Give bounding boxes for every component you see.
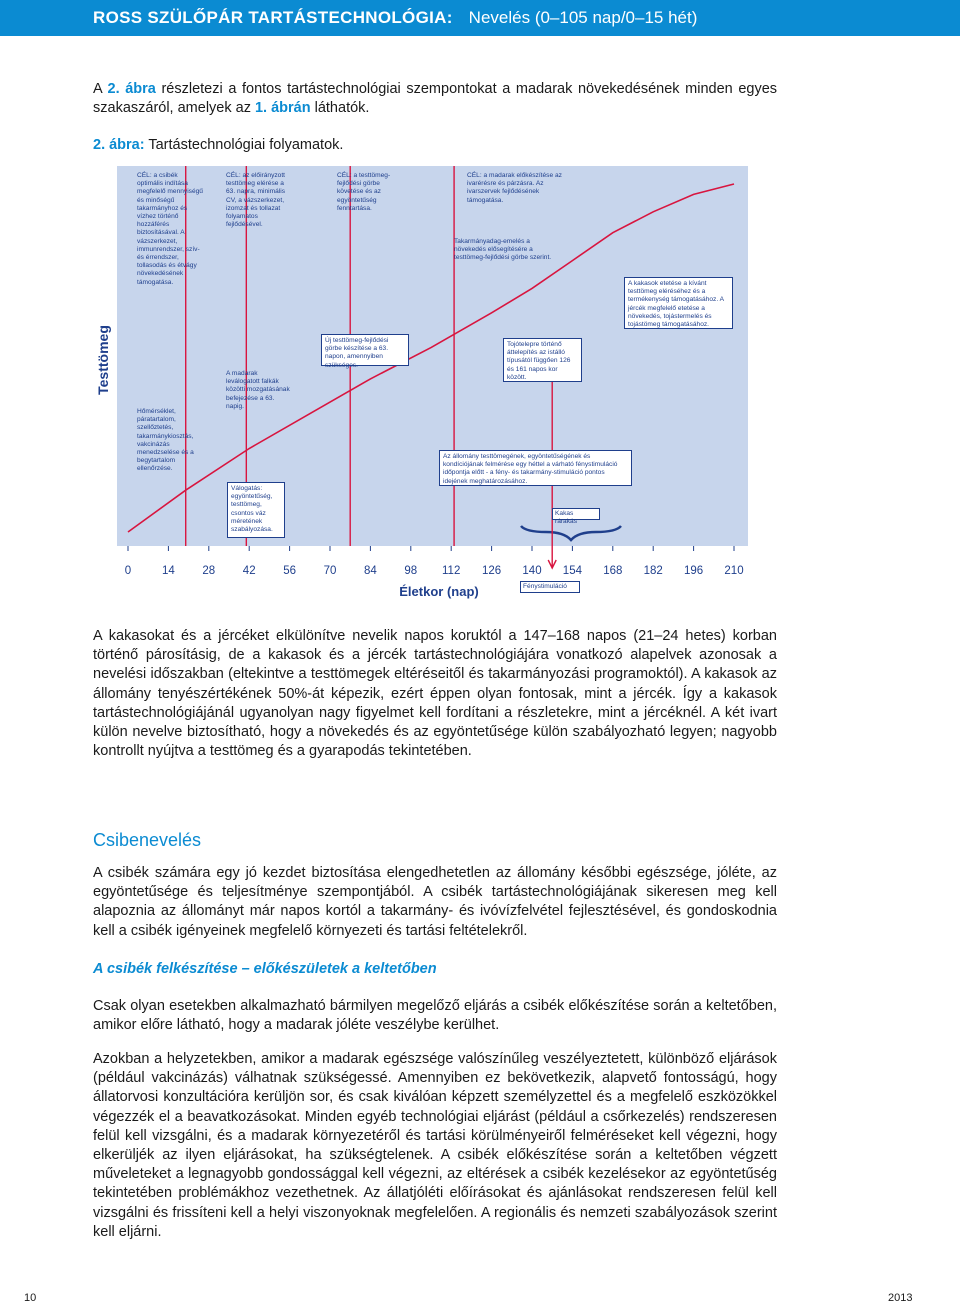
footer-year: 2013 — [888, 1292, 913, 1304]
annotation-light-stimulation: Fénystimuláció — [520, 581, 580, 593]
x-tick-label-13: 182 — [643, 565, 663, 577]
annotation-grading: Válogatás: egyöntetűség, testtömeg, csontos váz méretének szabályozása. — [227, 482, 285, 538]
intro-text-2: részletezi a fontos tartástechnológiai szempontokat a madarak növekedésének minden egyes szakaszáról, amelyek az — [93, 81, 778, 116]
x-tick-label-8: 112 — [442, 565, 461, 577]
header-subtitle: Nevelés (0–105 nap/0–15 hét) — [468, 8, 698, 27]
page-number: 10 — [24, 1292, 37, 1304]
annotation-goal-chicks: CÉL: a csibék optimális indítása megfelelő mennyiségű és minőségű takarmányhoz és vízhez történő hozzáférés biztosításával. A vázszerkezet, immunrendszer, szív- és érrendszer, tollasodás és étvágy növekedésének támogatása. — [137, 172, 203, 286]
annotation-goal-63-days: CÉL: az előirányzott testtömeg elérése a 63. napra, minimális CV, a vázszerkezet, izomzat és tollazat folyamatos fejlődésével. — [226, 172, 286, 229]
intro-text-3: láthatók. — [310, 100, 370, 116]
x-tick-label-11: 154 — [562, 565, 582, 577]
x-axis-ticks — [125, 546, 744, 577]
annotation-male-feeding: A kakasok etetése a kívánt testtömeg eléréséhez és a termékenység támogatásához. A jércék megfelelő etetése a növekedés, tojástermelés és tojástömeg támogatásához. — [624, 277, 733, 329]
x-tick-label-5: 70 — [323, 565, 337, 577]
intro-text-1: A — [93, 81, 108, 97]
figure-ref: 2. ábra — [107, 81, 156, 97]
header-title: ROSS SZÜLŐPÁR TARTÁSTECHNOLÓGIA: — [93, 8, 453, 27]
annotation-goal-curve: CÉL: a testtömeg-fejlődési görbe követése és az egyöntetűség fenntartása. — [337, 172, 391, 212]
y-axis-label: Testtömeg — [95, 325, 111, 395]
figure-caption-label: 2. ábra: — [93, 137, 145, 153]
section-heading: Csibenevelés — [93, 830, 202, 850]
x-tick-label-7: 98 — [404, 565, 418, 577]
annotation-goal-maturity: CÉL: a madarak előkészítése az ivarérésre és párzásra. Az ivarszervek fejlődésének támogatása. — [467, 172, 562, 204]
figure-caption — [93, 137, 343, 153]
subsection-heading: A csibék felkészítése – előkészületek a keltetőben — [93, 961, 437, 977]
figure-caption-text: Tartástechnológiai folyamatok. — [144, 137, 344, 153]
chart-plot-area — [117, 166, 748, 546]
x-tick-label-4: 56 — [283, 565, 296, 577]
annotation-moving: A madarak leválogatott falkák közötti mozgatásának befejezése a 63. napig. — [226, 370, 290, 410]
x-tick-label-0: 0 — [124, 565, 132, 577]
x-tick-label-9: 126 — [482, 565, 502, 577]
body-paragraph-4: Azokban a helyzetekben, amikor a madarak egészsége valószínűleg veszélyeztetett, különböző eljárások (például vakcinázás) válhatnak szükségessé. Amennyiben ez bekövetkezik, alapvető fontosságú, hogy állatorvosi konzultációra kerüljön sor, és csak kiválóan képzett személyzettel és a megfelelő eszközökkel végezzék el a beavatkozásokat. Minden egyéb technológiai eljárást (például a csőrkezelés) rendszeresen felül kell vizsgálni, és a madarak környezetéről és tartási körülményeiről felméréseket kell végezni, hogy elkerüljék az ilyen eljárásokat, ha szükségtelenek. A csibék előkészítése során a keltetőben végzett műveleteket a legnagyobb gondossággal kell végezni, az eltérések a csibék kezelésekor az egyöntetűség tekintetében problémákhoz vezethetnek. Az állatjóléti előírásokat és ajánlásokat rendszeresen felül kell vizsgálni és frissíteni kell a helyi viszonyoknak megfelelően. A regionális és nemzeti szabályozások szerint kell eljárni. — [93, 1051, 777, 1240]
figure-ref-2: 1. ábrán — [254, 100, 311, 116]
x-tick-label-12: 168 — [603, 565, 623, 577]
annotation-male-placement: Kakas rárakás — [552, 508, 600, 520]
process-chart — [84, 160, 764, 605]
annotation-transfer: Tojótelepre történő áttelepítés az istálló típusától függően 126 és 161 napos kor között. — [503, 338, 582, 382]
annotation-environment: Hőmérséklet, páratartalom, szellőztetés, takarmánykiosztás, vakcinázás menedzselése és a begytartalom ellenőrzése. — [137, 408, 194, 473]
body-paragraph-2: A csibék számára egy jó kezdet biztosítása elengedhetetlen az állomány későbbi egészsége, jóléte, az egyöntetűsége és teljesítménye szempontjából. A csibék tartástechnológiájának sikeresen meg kell alapoznia az állományt már napos kortól a takarmány- és ivóvízfelvétel fejlesztésével, és gondoskodnia kell a csibék igényeinek megfelelő környezeti és tartási feltételekről. — [93, 865, 777, 939]
body-paragraph-3: Csak olyan esetekben alkalmazható bármilyen megelőző eljárás a csibék előkészítése során a keltetőben, amikor előre látható, hogy a madarak jóléte veszélybe kerülhet. — [93, 998, 777, 1034]
x-tick-label-3: 42 — [242, 565, 256, 577]
annotation-feed-increase: Takarmányadag-emelés a növekedés elősegítésére a testtömeg-fejlődési görbe szerint. — [454, 238, 552, 262]
intro-paragraph — [93, 80, 777, 118]
annotation-new-curve: Új testtömeg-fejlődési görbe készítése a 63. napon, amennyiben szükséges. — [321, 334, 409, 366]
x-tick-label-10: 140 — [522, 565, 542, 577]
x-axis-label: Életkor (nap) — [399, 584, 479, 599]
x-tick-label-14: 196 — [684, 565, 704, 577]
header-bar — [0, 0, 960, 36]
x-tick-label-6: 84 — [364, 565, 377, 577]
x-tick-label-1: 14 — [162, 565, 175, 577]
x-tick-label-2: 28 — [202, 565, 216, 577]
body-paragraph-1: A kakasokat és a jércéket elkülönítve nevelik napos koruktól a 147–168 napos (21–24 hetes) korban történő párosításig, de a kakasok és a jércék tartástechnológiájára vonatkozó alapelvek azonosak a nevelési időszakban (eltekintve a testtömegek eltéréseitől és takarmányozási programoktól). A kakasok az állomány tenyészértékének 50%-át képezik, ezért éppen olyan fontosak, mint a jércék. Így a kakasok tartástechnológiájánál ugyanolyan nagy figyelmet kell fordítani a részletekre, mint a jércéknél. A két ivart külön nevelve biztosítható, hogy a növekedés és az egyöntetűsége külön szabályozható legyen; nagyobb kontrollt nyújtva a testtömeg és a gyarapodás tekintetében. — [93, 628, 777, 760]
x-tick-label-15: 210 — [724, 565, 744, 577]
annotation-assessment: Az állomány testtömegének, egyöntetűségének és kondíciójának felmérése egy héttel a várható fénystimuláció időpontja előtt - a fény- és takarmány-stimuláció pontos idejének meghatározásához. — [439, 450, 632, 486]
